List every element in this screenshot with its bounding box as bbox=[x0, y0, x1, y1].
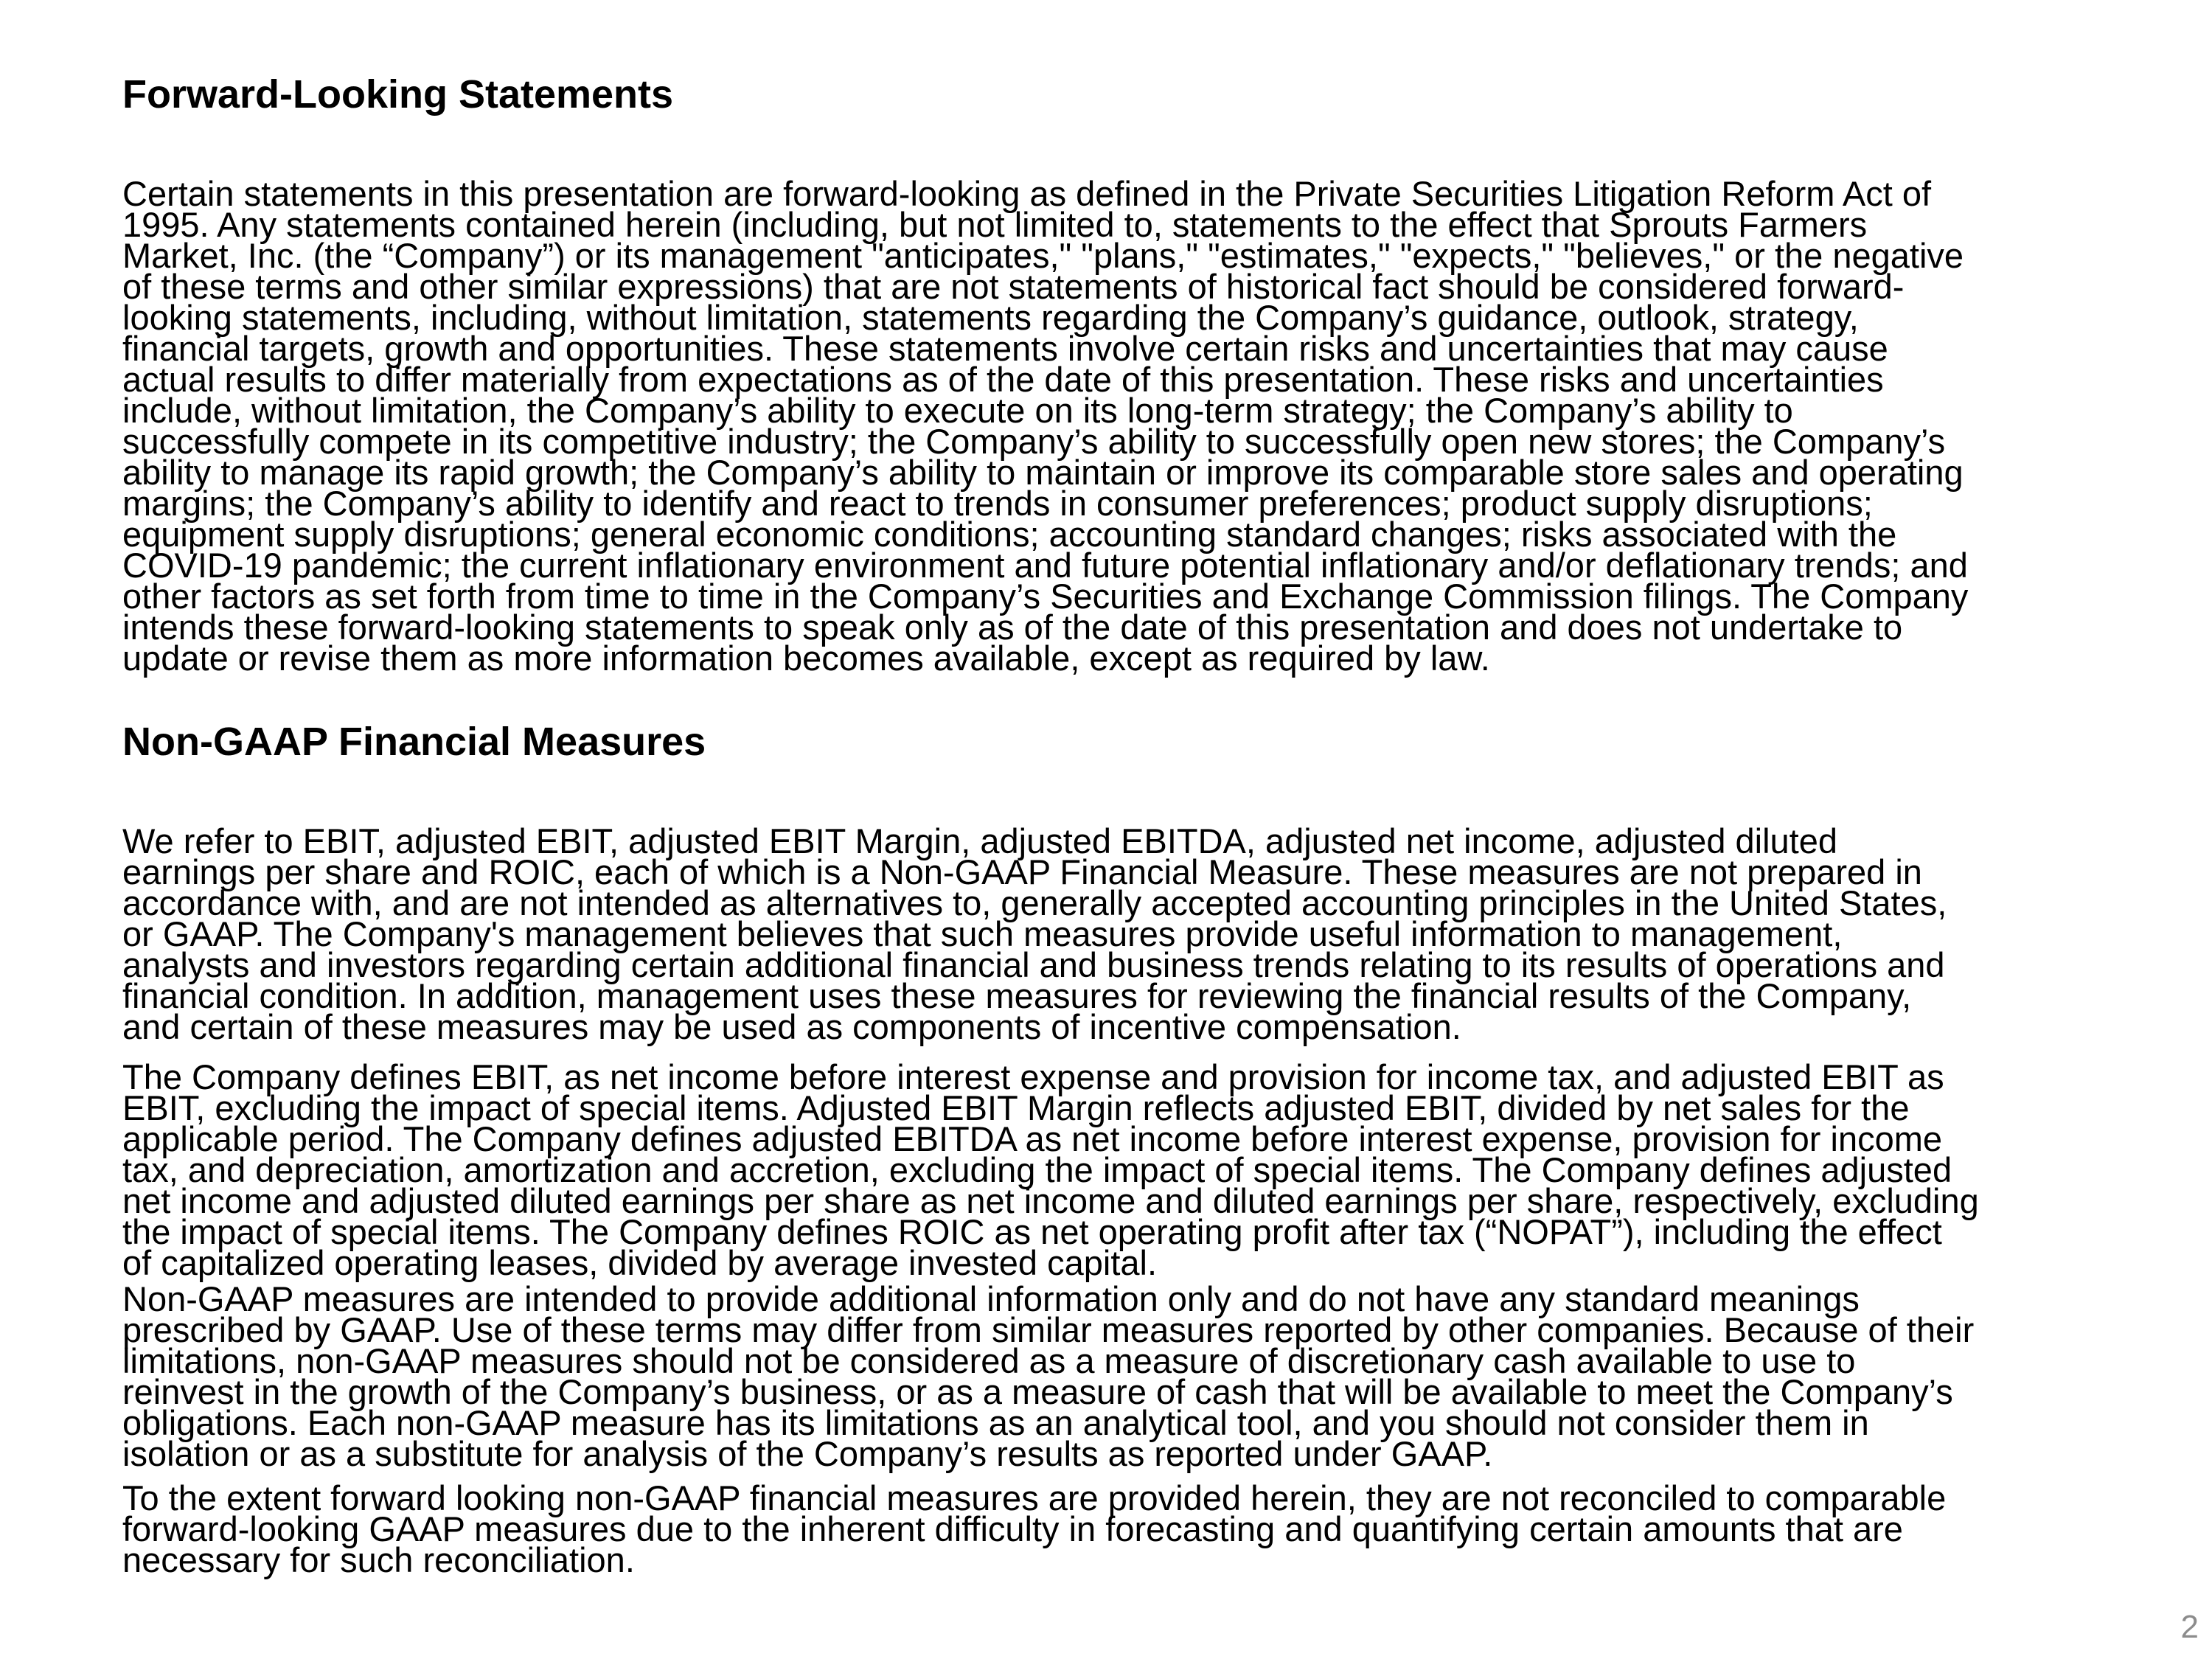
text-line: earnings per share and ROIC, each of which is a Non-GAAP Financial Measure. These measures are not prepared in bbox=[122, 852, 1922, 891]
text-line: Certain statements in this presentation are forward-looking as defined in the Private Securities Litigation Reform Act of bbox=[122, 174, 1932, 213]
text-line: We refer to EBIT, adjusted EBIT, adjusted EBIT Margin, adjusted EBITDA, adjusted net income, adjusted diluted bbox=[122, 821, 1838, 860]
text-line: financial condition. In addition, management uses these measures for reviewing the financial results of the Company, bbox=[122, 976, 1912, 1015]
text-line: limitations, non-GAAP measures should not be considered as a measure of discretionary cash available to use to bbox=[122, 1341, 1856, 1380]
non-gaap-paragraph-definitions bbox=[122, 1057, 2128, 1282]
non-gaap-paragraph-limitations bbox=[122, 1279, 2128, 1473]
text-line: Non-GAAP measures are intended to provide additional information only and do not have any standard meanings bbox=[122, 1279, 1860, 1318]
text-line: actual results to differ materially from expectations as of the date of this presentation. These risks and uncertainties bbox=[122, 360, 1884, 399]
text-line: include, without limitation, the Company’s ability to execute on its long-term strategy; the Company’s ability to bbox=[122, 391, 1793, 430]
text-line: prescribed by GAAP. Use of these terms may differ from similar measures reported by other companies. Because of their bbox=[122, 1310, 1975, 1349]
text-line: The Company defines EBIT, as net income before interest expense and provision for income tax, and adjusted EBIT as bbox=[122, 1057, 1944, 1096]
text-line: forward-looking GAAP measures due to the inherent difficulty in forecasting and quantifying certain amounts that are bbox=[122, 1509, 1903, 1548]
text-line: intends these forward-looking statements to speak only as of the date of this presentation and does not undertake to bbox=[122, 608, 1903, 647]
text-line: analysts and investors regarding certain additional financial and business trends relating to its results of operations and bbox=[122, 945, 1945, 984]
text-line: reinvest in the growth of the Company’s business, or as a measure of cash that will be available to meet the Company’s bbox=[122, 1372, 1953, 1411]
text-line: the impact of special items. The Company defines ROIC as net operating profit after tax (“NOPAT”), including the effect bbox=[122, 1212, 1942, 1251]
text-line: other factors as set forth from time to time in the Company’s Securities and Exchange Commission filings. The Company bbox=[122, 577, 1969, 616]
section-heading-forward-looking: Forward-Looking Statements bbox=[122, 72, 674, 116]
text-line: equipment supply disruptions; general economic conditions; accounting standard changes; risks associated with the bbox=[122, 515, 1897, 554]
text-line: financial targets, growth and opportunities. These statements involve certain risks and uncertainties that may cause bbox=[122, 329, 1888, 368]
text-line: of capitalized operating leases, divided by average invested capital. bbox=[122, 1243, 1158, 1282]
text-line: obligations. Each non-GAAP measure has its limitations as an analytical tool, and you should not consider them in bbox=[122, 1403, 1869, 1442]
text-line: COVID-19 pandemic; the current inflationary environment and future potential inflationary and/or deflationary trends; and bbox=[122, 546, 1968, 585]
text-line: looking statements, including, without limitation, statements regarding the Company’s guidance, outlook, strategy, bbox=[122, 298, 1859, 337]
text-line: To the extent forward looking non-GAAP financial measures are provided herein, they are not reconciled to comparable bbox=[122, 1478, 1947, 1517]
text-line: accordance with, and are not intended as alternatives to, generally accepted accounting principles in the United States, bbox=[122, 883, 1947, 922]
text-line: necessary for such reconciliation. bbox=[122, 1540, 635, 1579]
non-gaap-paragraph-measures bbox=[122, 821, 2128, 1046]
text-line: and certain of these measures may be used as components of incentive compensation. bbox=[122, 1007, 1461, 1046]
section-heading-non-gaap: Non-GAAP Financial Measures bbox=[122, 720, 706, 764]
text-line: 1995. Any statements contained herein (including, but not limited to, statements to the effect that Sprouts Farmers bbox=[122, 205, 1868, 244]
text-line: isolation or as a substitute for analysis of the Company’s results as reported under GAAP. bbox=[122, 1434, 1493, 1473]
page-number: 2 bbox=[2180, 1609, 2199, 1645]
text-line: update or revise them as more information becomes available, except as required by law. bbox=[122, 639, 1490, 678]
text-line: of these terms and other similar expressions) that are not statements of historical fact should be considered forward- bbox=[122, 267, 1905, 306]
text-line: net income and adjusted diluted earnings per share as net income and diluted earnings per share, respectively, excluding bbox=[122, 1181, 1979, 1220]
text-line: margins; the Company’s ability to identify and react to trends in consumer preferences; product supply disruptions; bbox=[122, 484, 1873, 523]
text-line: tax, and depreciation, amortization and accretion, excluding the impact of special items. The Company defines adjusted bbox=[122, 1150, 1952, 1189]
text-line: successfully compete in its competitive industry; the Company’s ability to successfully open new stores; the Company’s bbox=[122, 422, 1946, 461]
text-line: Market, Inc. (the “Company”) or its management "anticipates," "plans," "estimates," "expects," "believes," or the negative bbox=[122, 236, 1964, 275]
text-line: ability to manage its rapid growth; the Company’s ability to maintain or improve its comparable store sales and operating bbox=[122, 453, 1964, 492]
non-gaap-paragraph-reconciliation bbox=[122, 1478, 2128, 1579]
text-line: EBIT, excluding the impact of special items. Adjusted EBIT Margin reflects adjusted EBIT, divided by net sales for the bbox=[122, 1088, 1910, 1127]
text-line: or GAAP. The Company's management believes that such measures provide useful information to management, bbox=[122, 914, 1843, 953]
text-line: applicable period. The Company defines adjusted EBITDA as net income before interest expense, provision for income bbox=[122, 1119, 1943, 1158]
forward-looking-paragraph bbox=[122, 174, 2128, 678]
